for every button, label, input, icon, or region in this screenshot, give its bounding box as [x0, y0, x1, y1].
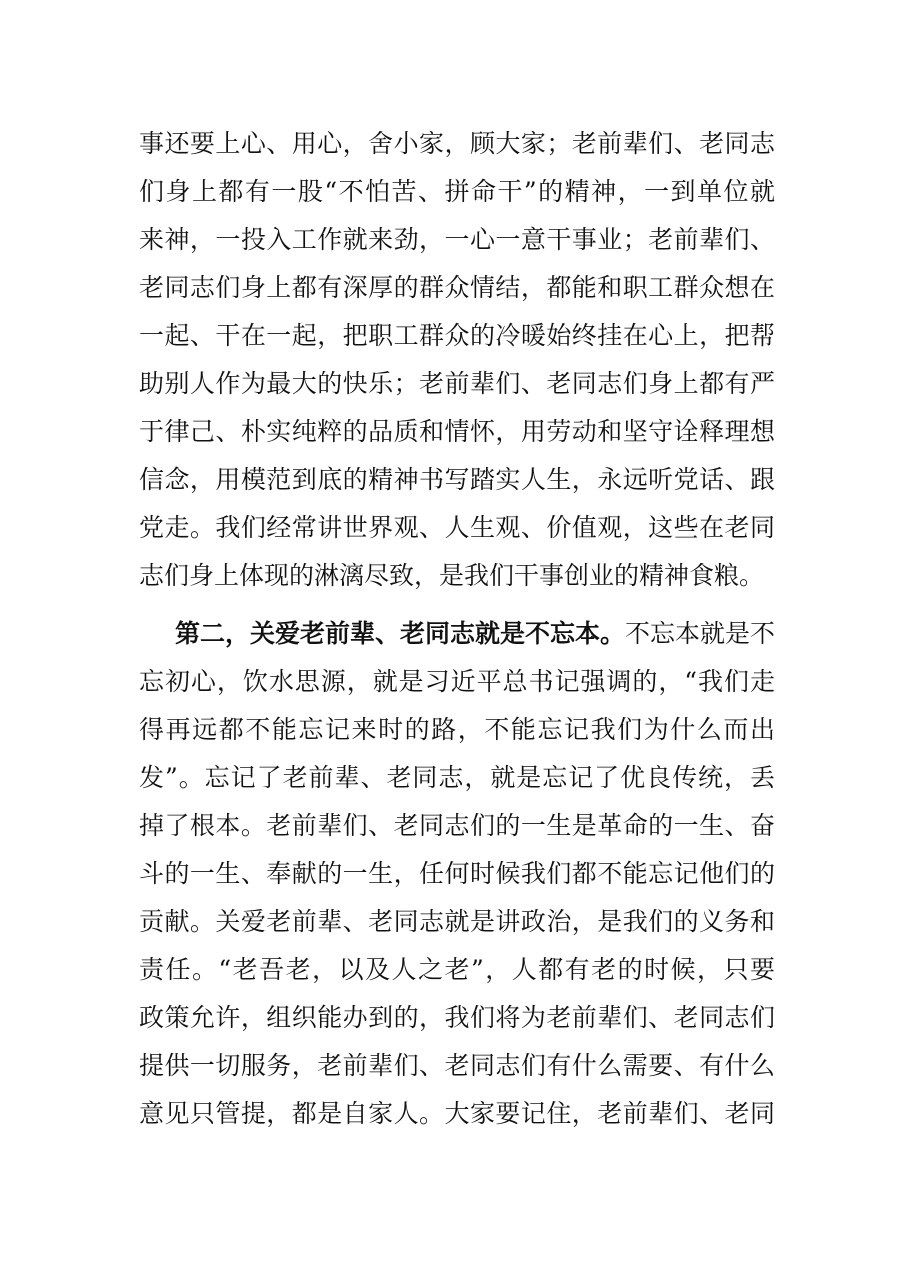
text-line: 党走。我们经常讲世界观、人生观、价值观，这些在老同	[139, 513, 775, 542]
text-line: 斗的一生、奉献的一生，任何时候我们都不能忘记他们的	[139, 859, 775, 888]
paragraph-first-line	[175, 617, 775, 651]
text-line: 来神，一投入工作就来劲，一心一意干事业；老前辈们、	[139, 225, 775, 254]
text-span: 不忘本就是不	[625, 619, 776, 648]
text-line: 发”。忘记了老前辈、老同志，就是忘记了优良传统，丢	[139, 763, 775, 792]
text-line: 老同志们身上都有深厚的群众情结，都能和职工群众想在	[139, 273, 775, 302]
text-line: 一起、干在一起，把职工群众的冷暖始终挂在心上，把帮	[139, 321, 775, 350]
text-line: 提供一切服务，老前辈们、老同志们有什么需要、有什么	[139, 1051, 775, 1080]
text-line: 意见只管提，都是自家人。大家要记住，老前辈们、老同	[139, 1099, 775, 1128]
text-line: 忘初心，饮水思源，就是习近平总书记强调的，“我们走	[139, 667, 775, 696]
text-line: 掉了根本。老前辈们、老同志们的一生是革命的一生、奋	[139, 811, 775, 840]
text-line: 政策允许，组织能办到的，我们将为老前辈们、老同志们	[139, 1003, 775, 1032]
text-line: 得再远都不能忘记来时的路，不能忘记我们为什么而出	[139, 715, 775, 744]
text-line: 责任。“老吾老，以及人之老”，人都有老的时候，只要	[139, 955, 775, 984]
text-line: 贡献。关爱老前辈、老同志就是讲政治，是我们的义务和	[139, 907, 775, 936]
text-line: 于律己、朴实纯粹的品质和情怀，用劳动和坚守诠释理想	[139, 417, 775, 446]
text-line: 们身上都有一股“不怕苦、拼命干”的精神，一到单位就	[139, 177, 775, 206]
text-line: 助别人作为最大的快乐；老前辈们、老同志们身上都有严	[139, 369, 775, 398]
text-line: 志们身上体现的淋漓尽致，是我们干事创业的精神食粮。	[139, 561, 765, 590]
section-heading: 第二，关爱老前辈、老同志就是不忘本。	[175, 619, 626, 648]
text-line: 信念，用模范到底的精神书写踏实人生，永远听党话、跟	[139, 465, 775, 494]
text-line: 事还要上心、用心，舍小家，顾大家；老前辈们、老同志	[139, 129, 775, 158]
